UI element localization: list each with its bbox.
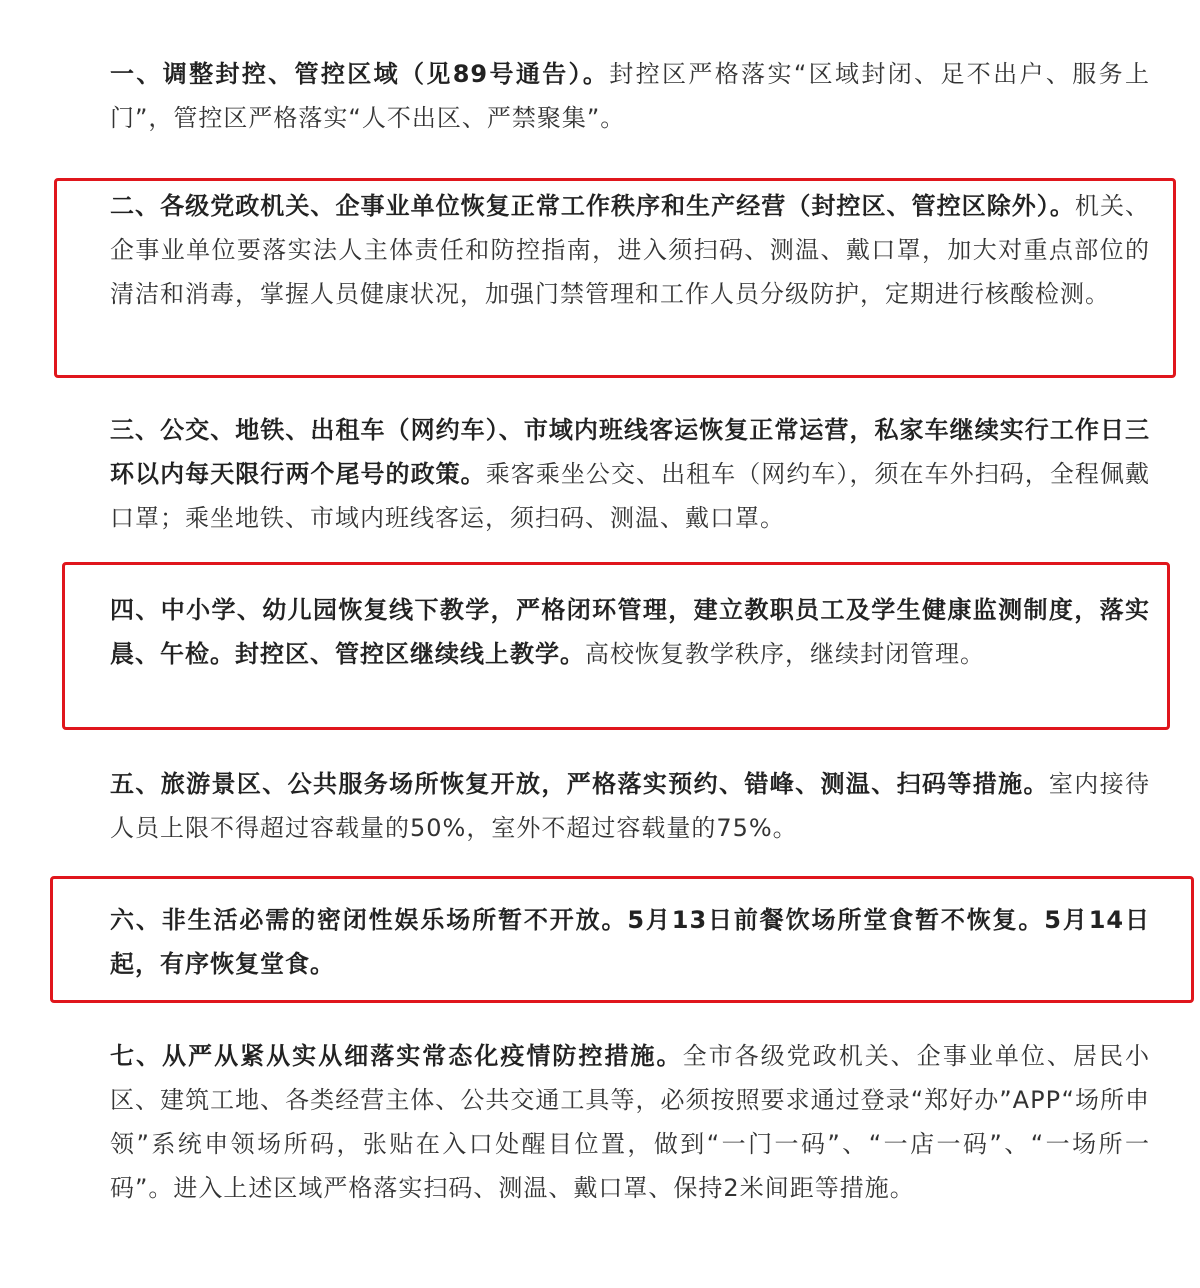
paragraph-1-body: 封控区严格落实“区域封闭、足不出户、服务上门”，管控区严格落实“人不出区、严禁聚集”。	[110, 60, 1150, 132]
paragraph-5-body: 室内接待人员上限不得超过容载量的50%，室外不超过容载量的75%。	[110, 770, 1150, 842]
paragraph-4-body: 高校恢复教学秩序，继续封闭管理。	[585, 640, 985, 668]
paragraph-2	[110, 184, 1150, 316]
paragraph-3	[110, 408, 1150, 540]
paragraph-4-heading: 四、中小学、幼儿园恢复线下教学，严格闭环管理，建立教职员工及学生健康监测制度，落实晨、午检。封控区、管控区继续线上教学。	[110, 596, 1150, 668]
paragraph-3-body: 乘客乘坐公交、出租车（网约车），须在车外扫码，全程佩戴口罩；乘坐地铁、市域内班线客运，须扫码、测温、戴口罩。	[110, 460, 1151, 532]
paragraph-5	[110, 762, 1150, 850]
paragraph-2-body: 机关、企事业单位要落实法人主体责任和防控指南，进入须扫码、测温、戴口罩，加大对重点部位的清洁和消毒，掌握人员健康状况，加强门禁管理和工作人员分级防护，定期进行核酸检测。	[110, 192, 1151, 308]
paragraph-6	[110, 898, 1150, 986]
paragraph-3-heading: 三、公交、地铁、出租车（网约车）、市域内班线客运恢复正常运营，私家车继续实行工作日三环以内每天限行两个尾号的政策。	[110, 416, 1150, 488]
paragraph-7-body: 全市各级党政机关、企事业单位、居民小区、建筑工地、各类经营主体、公共交通工具等，必须按照要求通过登录“郑好办”APP“场所申领”系统申领场所码，张贴在入口处醒目位置，做到“一门一码”、“一店一码”、“一场所一码”。进入上述区域严格落实扫码、测温、戴口罩、保持2米间距等措施。	[110, 1042, 1150, 1202]
paragraph-2-heading: 二、各级党政机关、企事业单位恢复正常工作秩序和生产经营（封控区、管控区除外）。	[110, 192, 1075, 220]
paragraph-5-heading: 五、旅游景区、公共服务场所恢复开放，严格落实预约、错峰、测温、扫码等措施。	[110, 770, 1049, 798]
paragraph-1	[110, 52, 1150, 140]
paragraph-1-heading: 一、调整封控、管控区域（见89号通告）。	[110, 60, 610, 88]
paragraph-7	[110, 1034, 1150, 1210]
paragraph-4	[110, 588, 1150, 676]
paragraph-6-heading: 六、非生活必需的密闭性娱乐场所暂不开放。5月13日前餐饮场所堂食暂不恢复。5月14日起，有序恢复堂食。	[110, 906, 1150, 978]
paragraph-7-heading: 七、从严从紧从实从细落实常态化疫情防控措施。	[110, 1042, 683, 1070]
